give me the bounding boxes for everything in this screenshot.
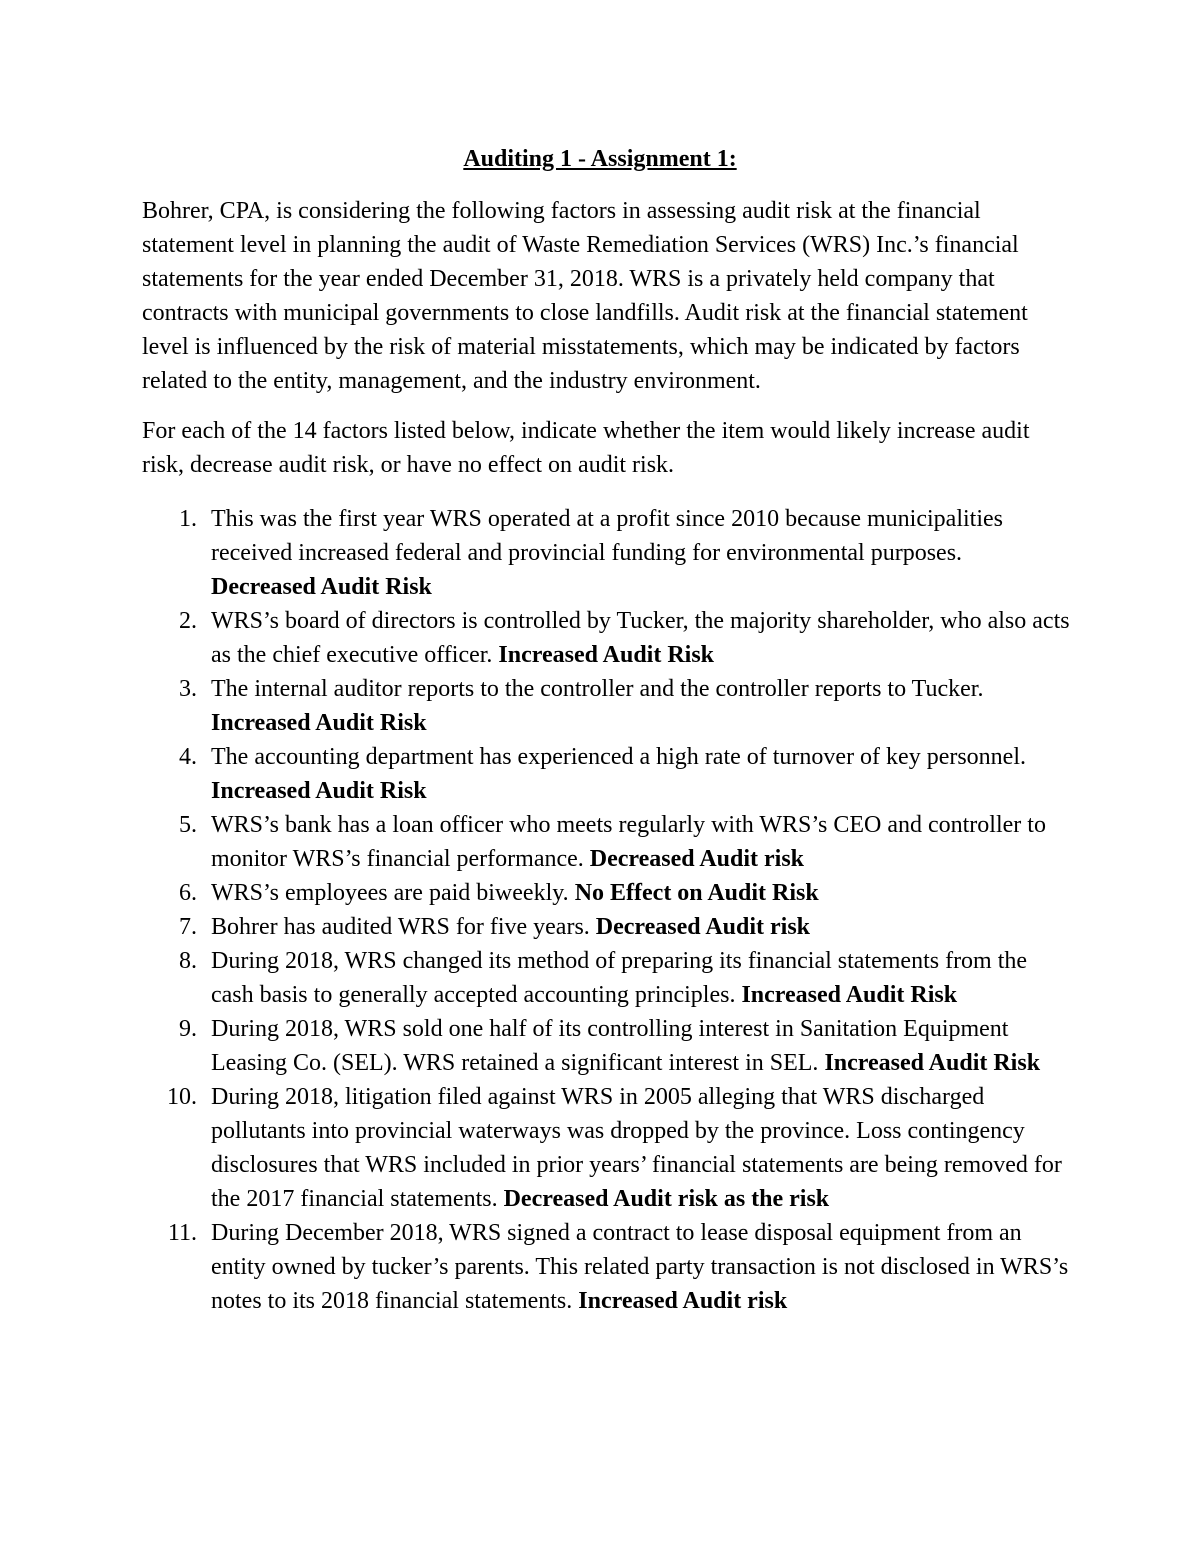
- list-item: [142, 1012, 1072, 1080]
- list-item: [142, 1216, 1072, 1318]
- item-number: 6.: [179, 880, 197, 906]
- instruction-paragraph: For each of the 14 factors listed below, indicate whether the item would likely increase audit risk, decrease audit risk, or have no effect on audit risk.: [142, 418, 1030, 478]
- item-text: This was the first year WRS operated at a profit since 2010 because municipalities received increased federal and provincial funding for environmental purposes.: [211, 506, 1003, 566]
- item-text: During 2018, litigation filed against WRS in 2005 alleging that WRS discharged pollutants into provincial waterways was dropped by the province. Loss contingency disclosures that WRS included in prior years’ financial statements are being removed for the 2017 financial statements.: [211, 1084, 1062, 1212]
- list-item: [142, 740, 1072, 808]
- item-answer: Decreased Audit Risk: [211, 574, 432, 600]
- item-answer: Increased Audit risk: [578, 1288, 788, 1314]
- item-text: WRS’s bank has a loan officer who meets regularly with WRS’s CEO and controller to monitor WRS’s financial performance.: [211, 812, 1046, 872]
- item-answer: Increased Audit Risk: [824, 1050, 1041, 1076]
- item-answer: No Effect on Audit Risk: [574, 880, 819, 906]
- item-number: 1.: [179, 506, 197, 532]
- item-text: The accounting department has experienced a high rate of turnover of key personnel.: [211, 744, 1027, 770]
- item-answer: Decreased Audit risk: [589, 846, 805, 872]
- intro-paragraph: Bohrer, CPA, is considering the following factors in assessing audit risk at the financial statement level in planning the audit of Waste Remediation Services (WRS) Inc.’s financial statements for the year ended December 31, 2018. WRS is a privately held company that contracts with municipal governments to close landfills. Audit risk at the financial statement level is influenced by the risk of material misstatements, which may be indicated by factors related to the entity, management, and the industry environment.: [142, 198, 1028, 394]
- item-number: 5.: [179, 812, 197, 838]
- item-number: 3.: [179, 676, 197, 702]
- item-answer: Increased Audit Risk: [741, 982, 958, 1008]
- factor-list: [142, 502, 1072, 1318]
- list-item: [142, 1080, 1072, 1216]
- item-answer: Decreased Audit risk as the risk: [503, 1186, 830, 1212]
- item-answer: Increased Audit Risk: [211, 710, 427, 736]
- item-number: 8.: [179, 948, 197, 974]
- item-text: During 2018, WRS sold one half of its controlling interest in Sanitation Equipment Leasing Co. (SEL). WRS retained a significant interest in SEL.: [211, 1016, 1009, 1076]
- list-item: [142, 604, 1072, 672]
- list-item: [142, 876, 1072, 910]
- list-item: [142, 672, 1072, 740]
- item-number: 11.: [167, 1220, 197, 1246]
- list-item: [142, 910, 1072, 944]
- item-text: WRS’s employees are paid biweekly.: [211, 880, 575, 906]
- item-answer: Increased Audit Risk: [211, 778, 427, 804]
- item-number: 2.: [179, 608, 197, 634]
- item-number: 7.: [179, 914, 197, 940]
- page-title: Auditing 1 - Assignment 1:: [463, 146, 737, 172]
- item-number: 9.: [179, 1016, 197, 1042]
- item-text: During December 2018, WRS signed a contract to lease disposal equipment from an entity owned by tucker’s parents. This related party transaction is not disclosed in WRS’s notes to its 2018 financial statements.: [211, 1220, 1069, 1314]
- item-text: The internal auditor reports to the controller and the controller reports to Tucker.: [211, 676, 984, 702]
- item-answer: Decreased Audit risk: [595, 914, 811, 940]
- list-item: [142, 808, 1072, 876]
- item-number: 4.: [179, 744, 197, 770]
- list-item: [142, 502, 1072, 604]
- item-text: During 2018, WRS changed its method of preparing its financial statements from the cash basis to generally accepted accounting principles.: [211, 948, 1028, 1008]
- item-text: Bohrer has audited WRS for five years.: [211, 914, 596, 940]
- list-item: [142, 944, 1072, 1012]
- item-number: 10.: [167, 1084, 197, 1110]
- item-text: WRS’s board of directors is controlled by Tucker, the majority shareholder, who also acts as the chief executive officer.: [211, 608, 1070, 668]
- item-answer: Increased Audit Risk: [498, 642, 715, 668]
